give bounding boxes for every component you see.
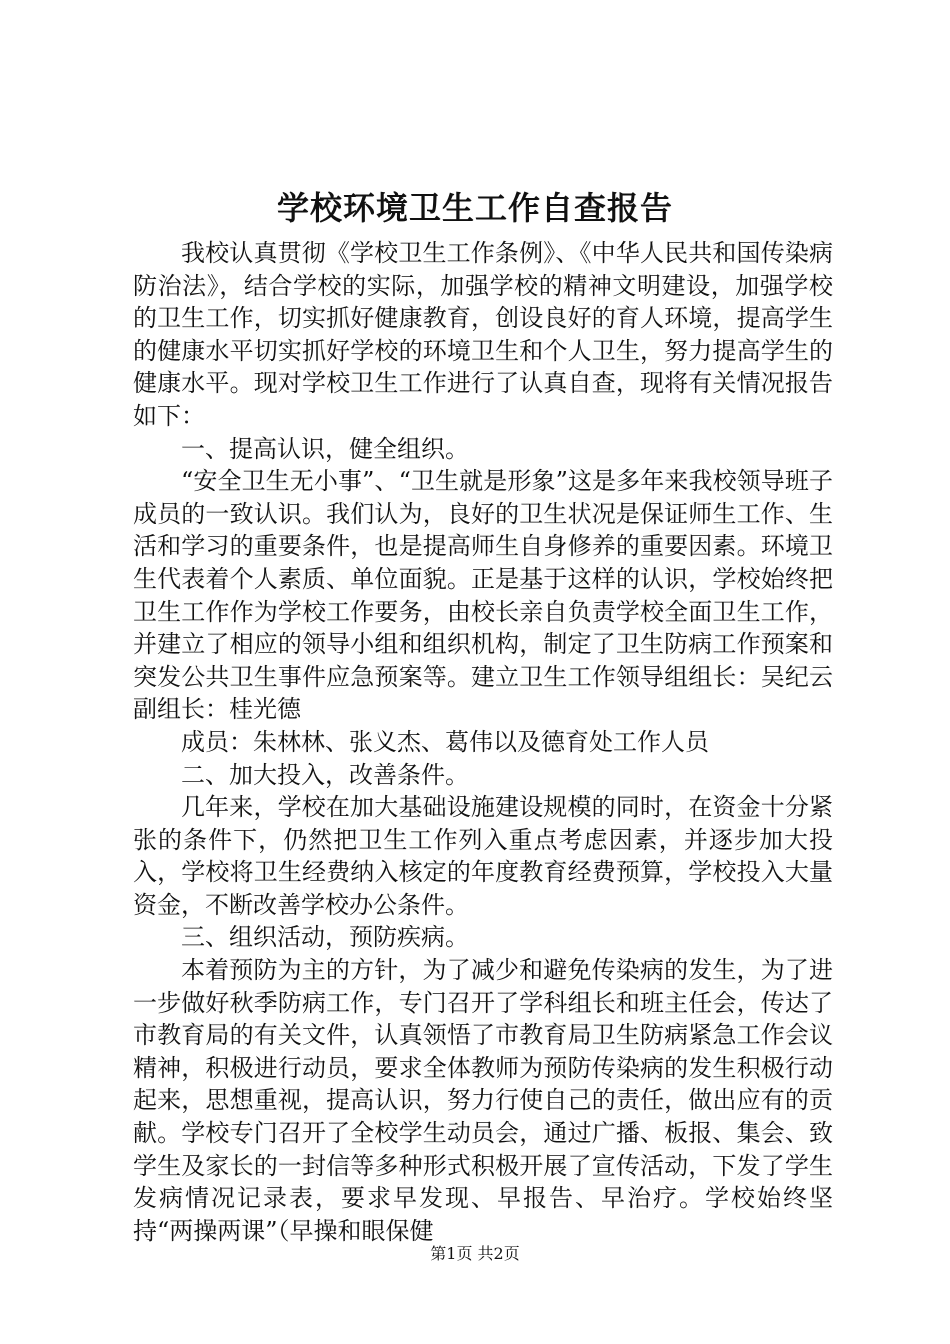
- section-heading-3: 三、组织活动，预防疾病。: [181, 923, 469, 952]
- section-1-paragraph: “安全卫生无小事”、“卫生就是形象”这是多年来我校领导班子成员的一致认识。我们认为，良好的卫生状况是保证师生工作、生活和学习的重要条件，也是提高师生自身修养的重要因素。环境卫生代表着个人素质、单位面貌。正是基于这样的认识，学校始终把卫生工作作为学校工作要务，由校长亲自负责学校全面卫生工作，并建立了相应的领导小组和组织机构，制定了卫生防病工作预案和突发公共卫生事件应急预案等。建立卫生工作领导组组长：吴纪云副组长：桂光德: [133, 467, 833, 724]
- intro-paragraph: 我校认真贯彻《学校卫生工作条例》、《中华人民共和国传染病防治法》，结合学校的实际，加强学校的精神文明建设，加强学校的卫生工作，切实抓好健康教育，创设良好的育人环境，提高学生的健康水平切实抓好学校的环境卫生和个人卫生，努力提高学生的健康水平。现对学校卫生工作进行了认真自查，现将有关情况报告如下：: [133, 239, 833, 430]
- members-paragraph: 成员：朱林林、张义杰、葛伟以及德育处工作人员: [181, 727, 709, 756]
- document-body: [133, 237, 833, 1247]
- document-title: 学校环境卫生工作自查报告: [276, 189, 673, 227]
- page-footer: 第1页 共2页: [430, 1244, 520, 1263]
- section-heading-1: 一、提高认识，健全组织。: [181, 434, 469, 463]
- section-2-paragraph: 几年来，学校在加大基础设施建设规模的同时，在资金十分紧张的条件下，仍然把卫生工作列入重点考虑因素，并逐步加大投入，学校将卫生经费纳入核定的年度教育经费预算，学校投入大量资金，不断改善学校办公条件。: [133, 793, 833, 919]
- section-3-paragraph: 本着预防为主的方针，为了减少和避免传染病的发生，为了进一步做好秋季防病工作，专门召开了学科组长和班主任会，传达了市教育局的有关文件，认真领悟了市教育局卫生防病紧急工作会议精神，积极进行动员，要求全体教师为预防传染病的发生积极行动起来，思想重视，提高认识，努力行使自己的责任，做出应有的贡献。学校专门召开了全校学生动员会，通过广播、板报、集会、致学生及家长的一封信等多种形式积极开展了宣传活动，下发了学生发病情况记录表，要求早发现、早报告、早治疗。学校始终坚持“两操两课”（早操和眼保健: [133, 956, 833, 1245]
- section-heading-2: 二、加大投入，改善条件。: [181, 760, 469, 789]
